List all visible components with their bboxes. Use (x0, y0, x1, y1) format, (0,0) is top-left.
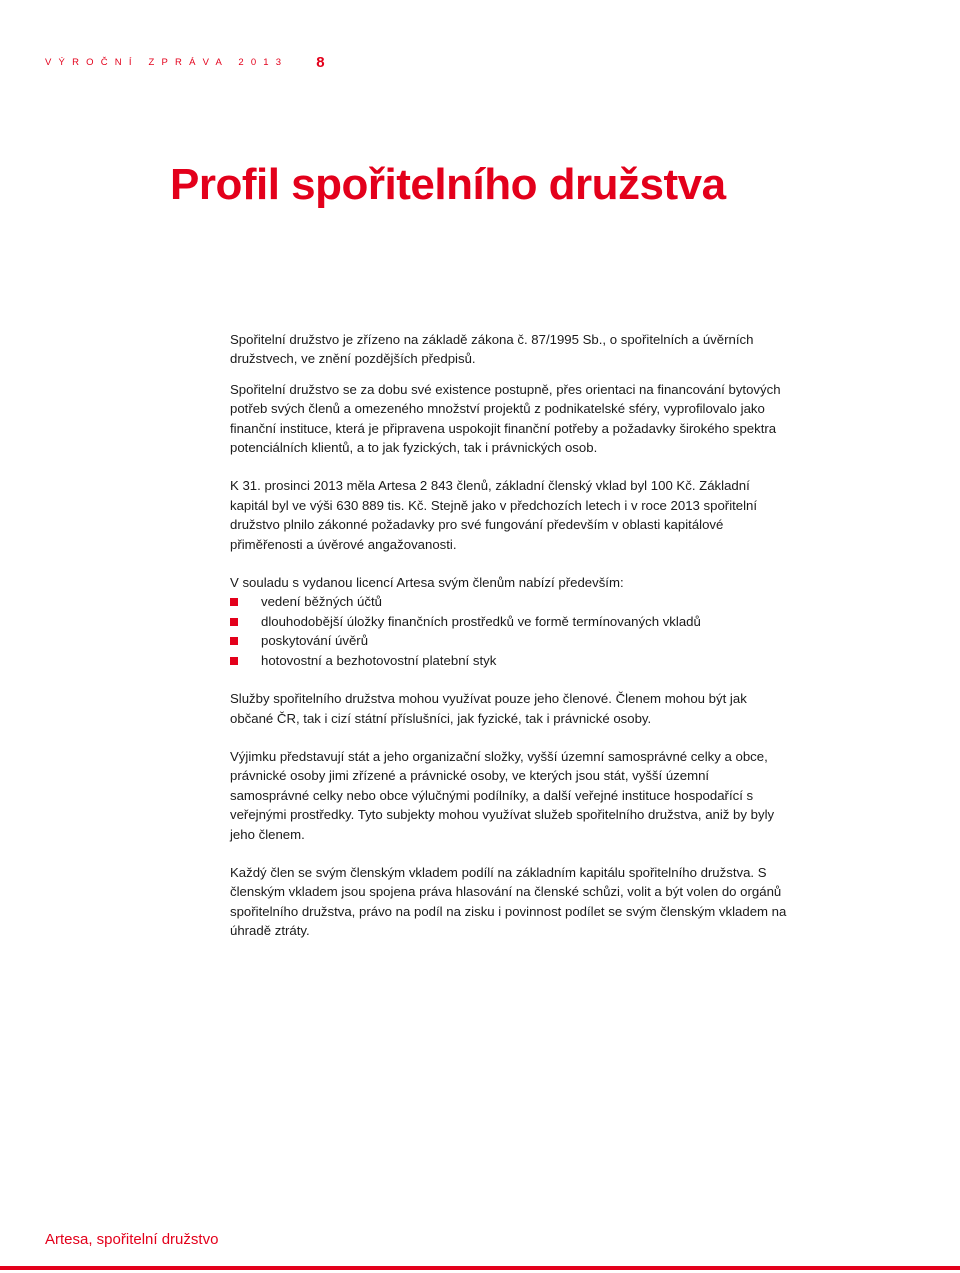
list-item (230, 651, 790, 670)
page-number: 8 (316, 53, 325, 71)
square-bullet-icon (230, 598, 238, 606)
list-item (230, 612, 790, 631)
service-label: dlouhodobější úložky finančních prostředků ve formě termínovaných vkladů (261, 613, 701, 629)
running-header (45, 54, 325, 70)
paragraph-exceptions: Výjimku představují stát a jeho organizační složky, vyšší územní samosprávné celky a obce, právnické osoby jimi zřízené a právnické osoby, ve kterých jsou stát, vyšší územní samosprávné celky nebo obce výlučnými podílníky, a další veřejné instituce hospodařící s veřejnými prostředky. Tyto subjekty mohou využívat služeb spořitelního družstva, aniž by byly jeho členem. (230, 748, 775, 842)
services-list (230, 592, 790, 670)
report-label: VÝROČNÍ ZPRÁVA 2013 (45, 56, 289, 68)
paragraph-capital: K 31. prosinci 2013 měla Artesa 2 843 členů, základní členský vklad byl 100 Kč. Základní kapitál byl ve výši 630 889 tis. Kč. Stejně jako v předchozích letech i v roce 2013 spořitelní družstvo plnilo zákonné požadavky pro své fungování především v oblasti kapitálové přiměřenosti a úvěrové angažovanosti. (230, 478, 758, 552)
square-bullet-icon (230, 657, 238, 665)
square-bullet-icon (230, 637, 238, 645)
service-label: poskytování úvěrů (261, 633, 369, 649)
footer-divider (0, 1266, 960, 1270)
service-label: hotovostní a bezhotovostní platební styk (261, 652, 497, 668)
paragraph-membership: Služby spořitelního družstva mohou využívat pouze jeho členové. Členem mohou být jak občané ČR, tak i cizí státní příslušníci, jak fyzické, tak i právnické osoby. (230, 691, 747, 726)
service-label: vedení běžných účtů (261, 594, 382, 610)
paragraph-legal-basis: Spořitelní družstvo je zřízeno na základě zákona č. 87/1995 Sb., o spořitelních a úvěrních družstvech, ve znění pozdějších předpisů. (230, 332, 754, 367)
paragraph-services-intro: V souladu s vydanou licencí Artesa svým členům nabízí především: (230, 575, 624, 591)
page-title: Profil spořitelního družstva (170, 160, 726, 209)
list-item (230, 592, 790, 611)
square-bullet-icon (230, 618, 238, 626)
footer-company: Artesa, spořitelní družstvo (45, 1231, 219, 1248)
list-item (230, 631, 790, 650)
paragraph-history: Spořitelní družstvo se za dobu své existence postupně, přes orientaci na financování bytových potřeb svých členů a omezeného množství projektů z podnikatelské sféry, vyprofilovalo jako finanční instituce, která je připravena uspokojit finanční potřeby a požadavky širokého spektra potenciálních klientů, a to jak fyzických, tak i právnických osob. (230, 381, 781, 456)
body-text (230, 330, 790, 960)
paragraph-member-rights: Každý člen se svým členským vkladem podílí na základním kapitálu spořitelního družstva. S členským vkladem jsou spojena práva hlasování na členské schůzi, volit a být volen do orgánů spořitelního družstva, právo na podíl na zisku i povinnost podílet se svým členským vkladem na úhradě ztráty. (230, 864, 787, 939)
